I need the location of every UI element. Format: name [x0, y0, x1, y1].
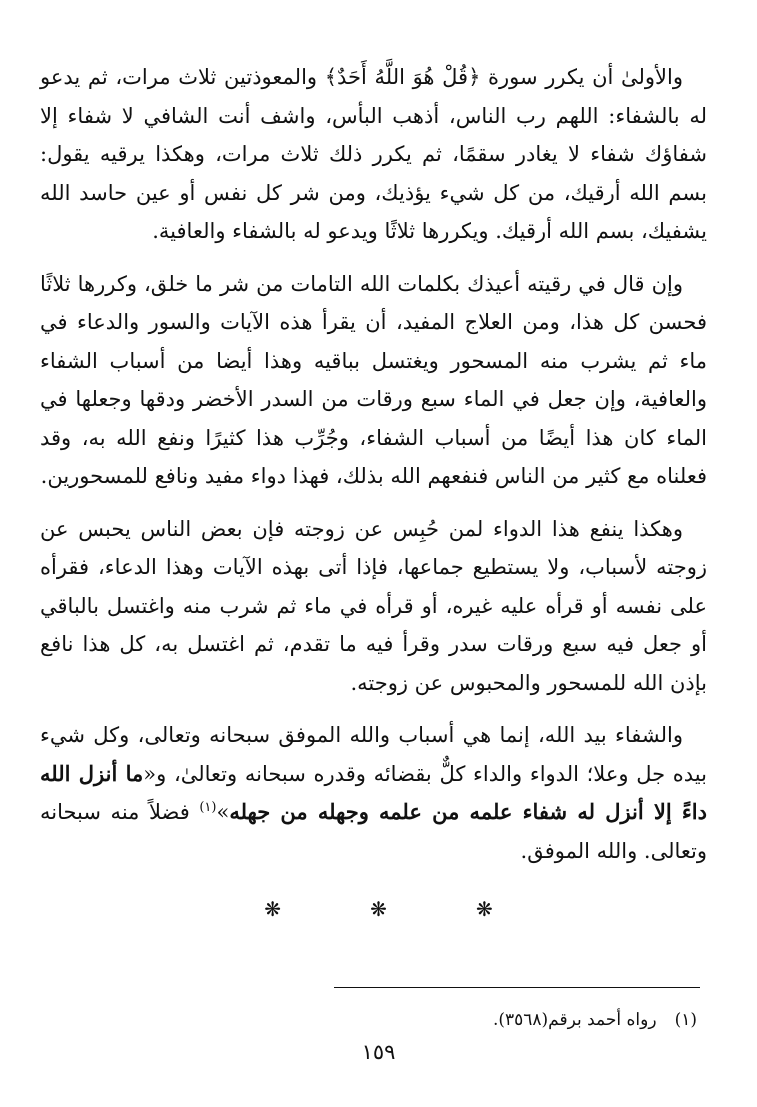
section-separator — [0, 897, 757, 921]
star-ornament-icon: ❋ — [370, 897, 387, 921]
paragraph-3: وهكذا ينفع هذا الدواء لمن حُبِس عن زوجته فإن بعض الناس يحبس عن زوجته لأسباب، ولا يستطيع جماعها، فإذا أتى بهذه الآيات وهذا الدعاء، فقرأه على نفسه أو قرأه عليه غيره، أو قرأه في ماء ثم شرب منه واغتسل بالباقي أو جعل فيه سبع ورقات سدر وقرأ فيه ما تقدم، ثم اغتسل به، كل هذا نافع بإذن الله للمسحور والمحبوس عن زوجته. — [40, 516, 707, 695]
page-number: ١٥٩ — [361, 1040, 396, 1064]
star-ornament-icon: ❋ — [264, 897, 282, 921]
star-ornament-icon: ❋ — [475, 897, 493, 921]
paragraph-4-lead: والشفاء بيد الله، إنما هي أسباب والله الموفق سبحانه وتعالى، وكل شيء بيده جل وعلا؛ الدواء والداء كلٌّ بقضائه وقدره سبحانه وتعالىٰ، و« — [40, 723, 707, 786]
footnote — [493, 1008, 697, 1032]
body-text — [40, 58, 707, 884]
hadith-quote: ما أنزل الله داءً إلا أنزل له شفاء علمه من علمه وجهله من جهله — [40, 760, 707, 824]
footnote-divider — [334, 987, 700, 988]
paragraph-1: والأولىٰ أن يكرر سورة ﴿قُلْ هُوَ اللَّهُ أَحَدٌ﴾ والمعوذتين ثلاث مرات، ثم يدعو له بالشفاء: اللهم رب الناس، أذهب البأس، واشف أنت الشافي لا شفاء إلا شفاؤك شفاء لا يغادر سقمًا، ثم يكرر ذلك ثلاث مرات، وهكذا يرقيه يقول: بسم الله أرقيك، من كل شيء يؤذيك، ومن شر كل نفس أو عين حاسد الله يشفيك، بسم الله أرقيك. ويكررها ثلاثًا ويدعو له بالشفاء والعافية. — [40, 65, 707, 243]
footnote-reference: (١) — [199, 800, 217, 815]
paragraph-4-tail: فضلاً منه سبحانه وتعالى. والله الموفق. — [40, 800, 707, 863]
footnote-text: رواه أحمد برقم(٣٥٦٨). — [492, 1010, 657, 1030]
footnote-number: (١) — [674, 1010, 697, 1030]
paragraph-4 — [40, 716, 707, 870]
paragraph-2: وإن قال في رقيته أعيذك بكلمات الله التامات من شر ما خلق، وكررها ثلاثًا فحسن كل هذا، ومن العلاج المفيد، أن يقرأ هذه الآيات والسور والدعاء في ماء ثم يشرب منه المسحور ويغتسل بباقيه وهذا أيضا من أسباب الشفاء والعافية، وإن جعل في الماء سبع ورقات من السدر الأخضر ودقها وجعلها في الماء كان هذا أيضًا من أسباب الشفاء، وجُرِّب هذا كثيرًا ونفع الله به، وقد فعلناه مع كثير من الناس فنفعهم الله بذلك، فهذا دواء مفيد ونافع للمسحورين. — [40, 271, 707, 488]
quote-close-mark: » — [216, 800, 230, 824]
